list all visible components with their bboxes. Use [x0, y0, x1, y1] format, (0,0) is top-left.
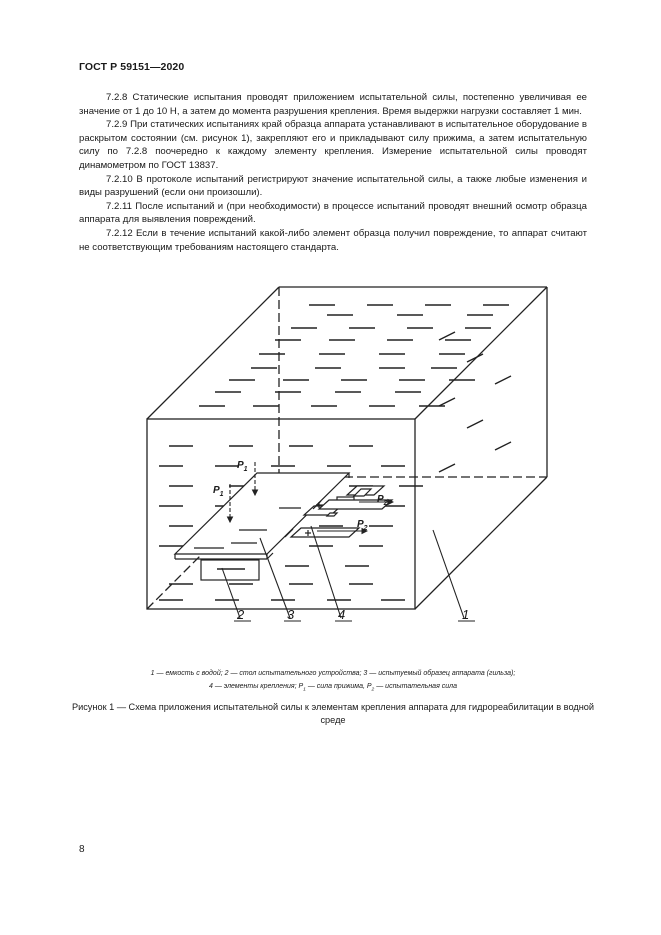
p2-label-upper: $P_2$: [377, 494, 388, 507]
figure-1: [79, 280, 587, 640]
water-dash: [467, 354, 483, 362]
water-dash: [439, 464, 455, 472]
water-dashes: [159, 305, 511, 600]
body-text: [79, 91, 587, 254]
callout-1: 1: [462, 607, 470, 622]
page-number: 8: [79, 844, 85, 855]
paragraph-7-2-11: 7.2.11 После испытаний и (при необходимости) в процессе испытаний проводят внешний осмотр образца аппарата для выявления повреждений.: [79, 200, 587, 226]
water-dash: [495, 442, 511, 450]
p1-label-left: $P_1$: [213, 485, 224, 498]
paragraph-7-2-8: 7.2.8 Статические испытания проводят приложением испытательной силы, постепенно увеличивая ее значение от 1 до 10 Н, а затем до момента разрушения крепления. Время выдержки нагрузки составляет 1 мин.: [79, 92, 587, 117]
document-header: ГОСТ Р 59151—2020: [79, 61, 185, 73]
test-table: [201, 560, 259, 580]
tank-diagram: [79, 280, 587, 640]
p1-label-right: $P_1$: [237, 460, 248, 473]
water-dash: [467, 420, 483, 428]
legend-line-1: 1 — емкость с водой; 2 — стол испытательного устройства; 3 — испытуемый образец аппарата (гильза);: [150, 670, 516, 677]
callout-2: 2: [237, 607, 245, 622]
figure-caption: Рисунок 1 — Схема приложения испытательной силы к элементам крепления аппарата для гидрореабилитации в водной среде: [71, 702, 595, 725]
paragraph-7-2-12: 7.2.12 Если в течение испытаний какой-либо элемент образца получил повреждение, то аппарат считают не соответствующим требованиям настоящего стандарта.: [79, 227, 587, 253]
p2-label-lower: $P_2$: [357, 519, 368, 532]
water-dash: [439, 332, 455, 340]
water-dash: [439, 398, 455, 406]
callout-4: 4: [338, 607, 346, 622]
legend-line-2: 4 — элементы крепления; $P_1$ — сила прижима, $P_2$ — испытательная сила: [209, 683, 457, 693]
water-dash: [495, 376, 511, 384]
paragraph-7-2-10: 7.2.10 В протоколе испытаний регистрируют значение испытательной силы, а также любые изменения и виды разрушений (если они произошли).: [79, 173, 587, 199]
figure-legend: [79, 667, 587, 696]
callout-3: 3: [287, 607, 295, 622]
paragraph-7-2-9: 7.2.9 При статических испытаниях край образца аппарата устанавливают в испытательное оборудование в раскрытом состоянии (см. рисунок 1), закрепляют его и прикладывают силу прижима, а затем испытательную силу по 7.2.8 поочередно к каждому элементу крепления. Измерение испытательной силы проводят динамометром по ГОСТ 13837.: [79, 119, 587, 171]
